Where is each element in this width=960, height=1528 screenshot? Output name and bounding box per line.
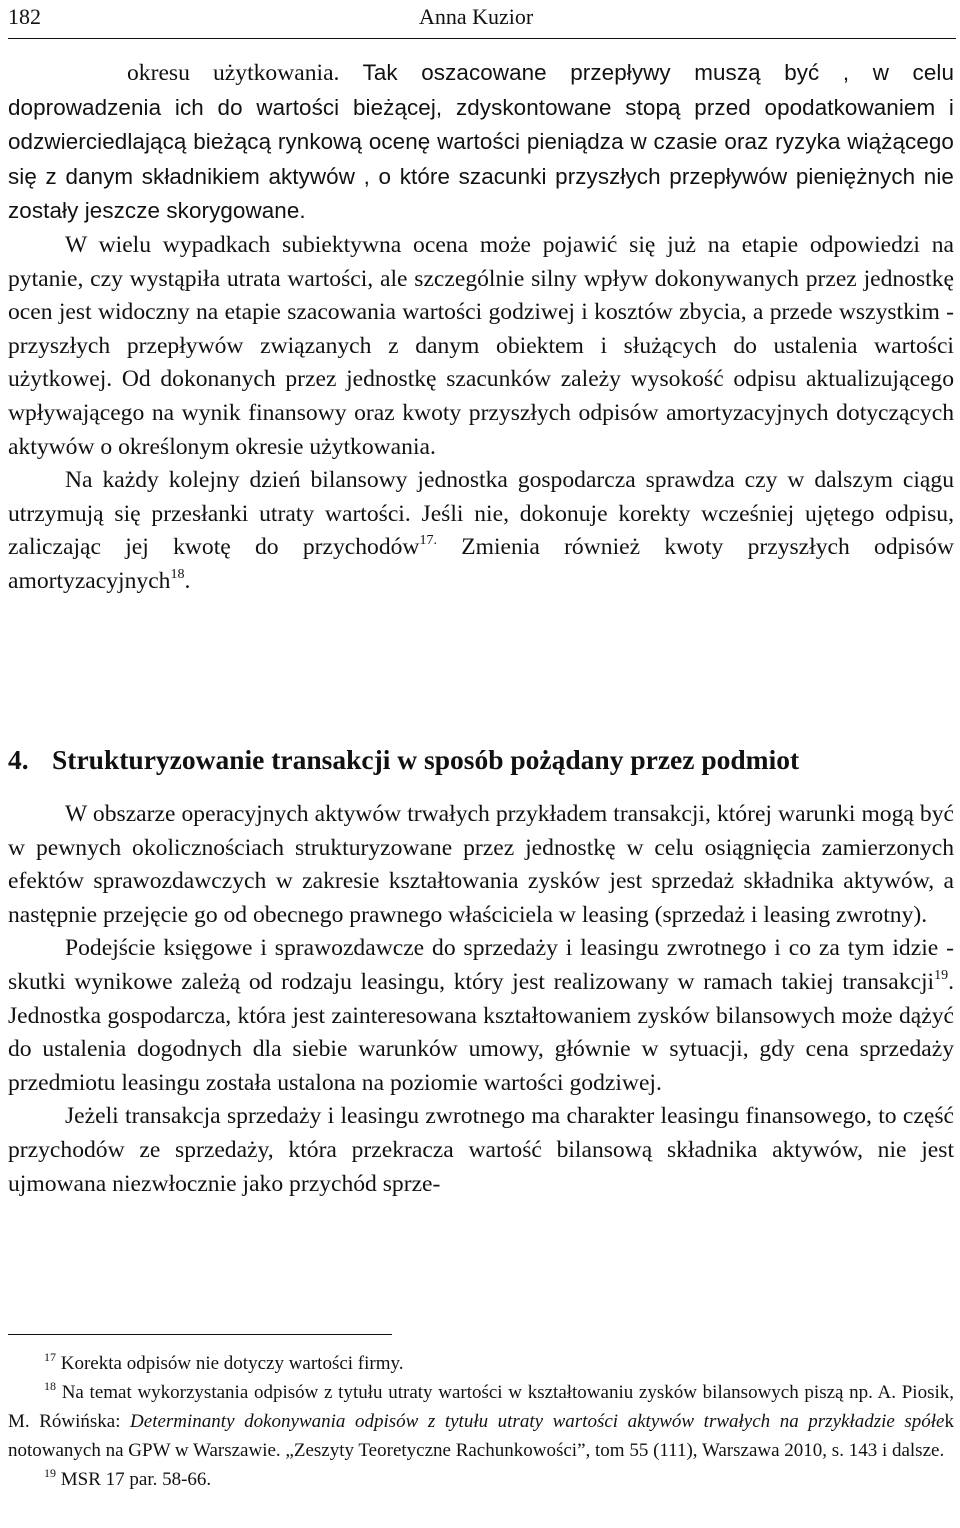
- paragraph-5: [8, 932, 954, 1100]
- footnote-separator: [8, 1334, 392, 1335]
- footnote-18-title: Determinanty dokonywania odpisów z tytułu utraty wartości aktywów trwałych na przykładzie spółe: [130, 1411, 945, 1432]
- paragraph-2: W wielu wypadkach subiektywna ocena może pojawić się już na etapie odpowiedzi na pytanie, czy wystąpiła utrata wartości, ale szczególnie silny wpływ dokonywanych przez jednostkę ocen jest widoczny na etapie szacowania wartości godziwej i kosztów zbycia, a przede wszystkim - przyszłych przepływów związanych z danym obiektem i służących do ustalenia wartości użytkowej. Od dokonanych przez jednostkę szacunków zależy wysokość odpisu aktualizującego wpływającego na wynik finansowy oraz kwoty przyszłych odpisów amortyzacyjnych dotyczących aktywów o określonym okresie użytkowania.: [8, 231, 954, 460]
- paragraph-3: [8, 464, 954, 598]
- page-number: 182: [8, 4, 41, 29]
- footnote-marker-19: 19: [44, 1466, 56, 1480]
- footnote-18-text-cont: k notowanych na GPW w Warszawie. „Zeszyty Teoretyczne Rachunkowości”, tom 55 (111), Warszawa 2010, s. 143 i dalsze.: [8, 1411, 954, 1461]
- footnotes: [8, 1349, 954, 1494]
- paragraph-4: W obszarze operacyjnych aktywów trwałych przykładem transakcji, której warunki mogą być w pewnych okolicznościach strukturyzowane przez jednostkę w celu osiągnięcia zamierzonych efektów sprawozdawczych w zakresie kształtowania zysków jest sprzedaż składnika aktywów, a następnie przejęcie go od obecnego prawnego właściciela w leasing (sprzedaż i leasing zwrotny).: [8, 801, 954, 928]
- footnote-ref-18: 18: [170, 566, 185, 582]
- footnote-19-text: MSR 17 par. 58-66.: [56, 1469, 212, 1490]
- paragraph-5-text-cont: . Jednostka gospodarcza, która jest zainteresowana kształtowaniem zysków bilansowych może dążyć do ustalenia dogodnych dla siebie warunków umowy, głównie w sytuacji, gdy cena sprzedaży przedmiotu leasingu została ustalona na poziomie wartości godziwej.: [8, 968, 954, 1096]
- footnote-18: [8, 1378, 954, 1465]
- footnote-19: [8, 1465, 954, 1494]
- footnote-marker-18: 18: [44, 1379, 56, 1393]
- section-heading: [8, 744, 954, 776]
- paragraph-5-text: Podejście księgowe i sprawozdawcze do sprzedaży i leasingu zwrotnego i co za tym idzie - skutki wynikowe zależą od rodzaju leasingu, który jest realizowany w ramach takiej transakcji: [8, 935, 954, 995]
- paragraph-3-text: Na każdy kolejny dzień bilansowy jednostka gospodarcza sprawdza czy w dalszym ciągu utrzymują się przesłanki utraty wartości. Jeśli nie, dokonuje korekty wcześniej ujętego odpisu, zaliczając jej kwotę do przychodów: [8, 467, 954, 561]
- running-head: Anna Kuzior: [419, 4, 534, 29]
- footnote-ref-19: 19: [934, 967, 949, 983]
- footnote-17-text: Korekta odpisów nie dotyczy wartości firmy.: [56, 1353, 404, 1374]
- paragraph-3-text-cont: Zmienia również kwoty przyszłych odpisów amortyzacyjnych: [8, 534, 954, 594]
- paragraph-1-lead: okresu użytkowania.: [127, 60, 340, 86]
- paragraph-1-sans: Tak oszacowane przepływy muszą być , w celu doprowadzenia ich do wartości bieżącej, zdyskontowane stopą przed opodatkowaniem i odzwierciedlającą bieżącą rynkową ocenę wartości pieniądza w czasie oraz ryzyka wiążącego się z danym składnikiem aktywów , o które szacunki przyszłych przepływów pieniężnych nie zostały jeszcze skorygowane.: [8, 60, 954, 224]
- page-header: [8, 0, 956, 39]
- paragraph-1: [8, 56, 954, 229]
- footnote-marker-17: 17: [44, 1350, 56, 1364]
- paragraph-6: Jeżeli transakcja sprzedaży i leasingu zwrotnego ma charakter leasingu finansowego, to część przychodów ze sprzedaży, która przekracza wartość bilansową składnika aktywów, nie jest ujmowana niezwłocznie jako przychód sprze-: [8, 1103, 954, 1197]
- paragraph-3-end: .: [184, 567, 191, 594]
- footnote-17: [8, 1349, 954, 1378]
- footnote-ref-17: 17.: [419, 533, 437, 549]
- footnote-18-text: Na temat wykorzystania odpisów z tytułu utraty wartości w kształtowaniu zysków bilansowych piszą np. A. Piosik, M. Rówińska:: [8, 1382, 954, 1432]
- section-title: Strukturyzowanie transakcji w sposób pożądany przez podmiot: [52, 744, 800, 775]
- section-number: 4.: [8, 744, 29, 775]
- body-text-upper: [8, 56, 954, 599]
- body-text-lower: [8, 798, 954, 1201]
